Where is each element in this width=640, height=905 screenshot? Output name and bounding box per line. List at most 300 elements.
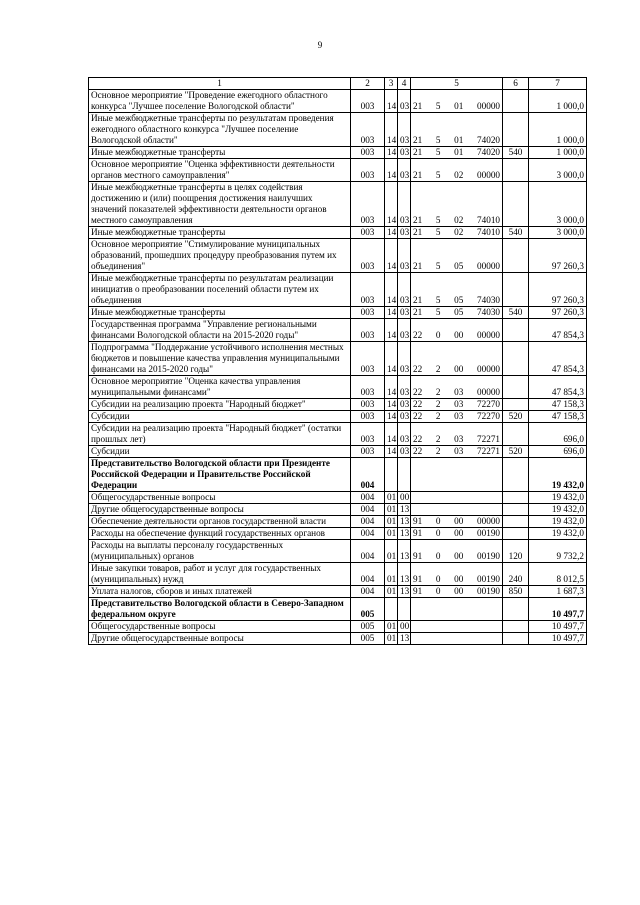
code-section: 14 bbox=[385, 239, 398, 273]
direction-code: 72271 bbox=[477, 434, 500, 444]
amount: 696,0 bbox=[529, 423, 587, 446]
row-name: Расходы на обеспечение функций государственных органов bbox=[89, 528, 351, 540]
code-section: 14 bbox=[385, 307, 398, 319]
code-ministry: 003 bbox=[351, 446, 385, 458]
row-name: Основное мероприятие "Оценка качества управления муниципальными финансами" bbox=[89, 376, 351, 399]
code-subsection: 00 bbox=[398, 621, 411, 633]
code-target-article bbox=[411, 540, 503, 563]
code-expense-type bbox=[503, 273, 529, 307]
code-subsection: 03 bbox=[398, 273, 411, 307]
activity-code: 03 bbox=[454, 446, 464, 456]
activity-code: 00 bbox=[454, 551, 464, 561]
code-subsection: 03 bbox=[398, 239, 411, 273]
activity-code: 00 bbox=[454, 586, 464, 596]
code-ministry: 003 bbox=[351, 113, 385, 147]
activity-code: 03 bbox=[454, 411, 464, 421]
amount: 19 432,0 bbox=[529, 516, 587, 528]
code-subsection: 03 bbox=[398, 159, 411, 182]
code-expense-type bbox=[503, 492, 529, 504]
program-code: 21 bbox=[413, 261, 423, 271]
amount: 19 432,0 bbox=[529, 528, 587, 540]
direction-code: 00000 bbox=[477, 261, 500, 271]
subprogram-code: 2 bbox=[435, 399, 441, 409]
program-code: 91 bbox=[413, 586, 423, 596]
code-target-article bbox=[411, 113, 503, 147]
amount: 10 497,7 bbox=[529, 621, 587, 633]
code-section: 14 bbox=[385, 411, 398, 423]
subprogram-code: 5 bbox=[435, 135, 441, 145]
code-target-article bbox=[411, 586, 503, 598]
code-ministry: 003 bbox=[351, 159, 385, 182]
code-expense-type bbox=[503, 90, 529, 113]
code-ministry: 004 bbox=[351, 458, 385, 492]
code-ministry: 003 bbox=[351, 227, 385, 239]
subprogram-code: 5 bbox=[435, 170, 441, 180]
subprogram-code: 5 bbox=[435, 307, 441, 317]
code-expense-type bbox=[503, 504, 529, 516]
row-name: Субсидии на реализацию проекта "Народный бюджет" (остатки прошлых лет) bbox=[89, 423, 351, 446]
code-section bbox=[385, 598, 398, 621]
code-target-article bbox=[411, 273, 503, 307]
code-ministry: 005 bbox=[351, 621, 385, 633]
subprogram-code: 5 bbox=[435, 227, 441, 237]
code-section: 01 bbox=[385, 504, 398, 516]
table-row bbox=[89, 540, 587, 563]
amount: 47 158,3 bbox=[529, 399, 587, 411]
activity-code: 03 bbox=[454, 434, 464, 444]
code-ministry: 005 bbox=[351, 598, 385, 621]
code-target-article bbox=[411, 423, 503, 446]
amount: 47 158,3 bbox=[529, 411, 587, 423]
table-row bbox=[89, 621, 587, 633]
code-subsection: 13 bbox=[398, 586, 411, 598]
amount: 9 732,2 bbox=[529, 540, 587, 563]
program-code: 22 bbox=[413, 364, 423, 374]
code-ministry: 004 bbox=[351, 586, 385, 598]
activity-code: 03 bbox=[454, 387, 464, 397]
program-code: 21 bbox=[413, 101, 423, 111]
code-section: 01 bbox=[385, 540, 398, 563]
table-row bbox=[89, 504, 587, 516]
subprogram-code: 5 bbox=[435, 295, 441, 305]
code-expense-type bbox=[503, 399, 529, 411]
direction-code: 00000 bbox=[477, 364, 500, 374]
table-row bbox=[89, 458, 587, 492]
table-row bbox=[89, 563, 587, 586]
direction-code: 72271 bbox=[477, 446, 500, 456]
table-row bbox=[89, 90, 587, 113]
table-row bbox=[89, 182, 587, 227]
direction-code: 74020 bbox=[477, 147, 500, 157]
code-expense-type bbox=[503, 159, 529, 182]
direction-code: 72270 bbox=[477, 411, 500, 421]
code-target-article bbox=[411, 411, 503, 423]
row-name: Основное мероприятие "Проведение ежегодного областного конкурса "Лучшее поселение Вологодской области" bbox=[89, 90, 351, 113]
code-ministry: 003 bbox=[351, 399, 385, 411]
header-cell: 3 bbox=[385, 78, 398, 90]
row-name: Другие общегосударственные вопросы bbox=[89, 504, 351, 516]
direction-code: 74030 bbox=[477, 307, 500, 317]
row-name: Субсидии на реализацию проекта "Народный бюджет" bbox=[89, 399, 351, 411]
table-row bbox=[89, 423, 587, 446]
program-code: 91 bbox=[413, 516, 423, 526]
code-target-article bbox=[411, 376, 503, 399]
row-name: Уплата налогов, сборов и иных платежей bbox=[89, 586, 351, 598]
code-subsection: 03 bbox=[398, 147, 411, 159]
code-target-article bbox=[411, 633, 503, 645]
code-subsection: 03 bbox=[398, 182, 411, 227]
amount: 10 497,7 bbox=[529, 633, 587, 645]
code-target-article bbox=[411, 319, 503, 342]
header-cell: 2 bbox=[351, 78, 385, 90]
program-code: 91 bbox=[413, 551, 423, 561]
activity-code: 00 bbox=[454, 574, 464, 584]
code-target-article bbox=[411, 159, 503, 182]
code-expense-type: 540 bbox=[503, 307, 529, 319]
program-code: 21 bbox=[413, 227, 423, 237]
code-section: 14 bbox=[385, 159, 398, 182]
table-row bbox=[89, 446, 587, 458]
code-ministry: 003 bbox=[351, 423, 385, 446]
code-expense-type bbox=[503, 342, 529, 376]
subprogram-code: 5 bbox=[435, 261, 441, 271]
activity-code: 00 bbox=[454, 330, 464, 340]
code-ministry: 003 bbox=[351, 239, 385, 273]
program-code: 22 bbox=[413, 411, 423, 421]
code-subsection: 03 bbox=[398, 376, 411, 399]
table-row bbox=[89, 273, 587, 307]
code-subsection: 13 bbox=[398, 504, 411, 516]
row-name: Общегосударственные вопросы bbox=[89, 621, 351, 633]
direction-code: 74010 bbox=[477, 227, 500, 237]
code-target-article bbox=[411, 147, 503, 159]
table-row bbox=[89, 516, 587, 528]
activity-code: 05 bbox=[454, 307, 464, 317]
subprogram-code: 2 bbox=[435, 364, 441, 374]
code-section: 14 bbox=[385, 182, 398, 227]
code-subsection: 13 bbox=[398, 563, 411, 586]
code-expense-type bbox=[503, 182, 529, 227]
budget-table bbox=[88, 77, 587, 645]
code-section: 14 bbox=[385, 319, 398, 342]
code-section: 14 bbox=[385, 376, 398, 399]
direction-code: 74010 bbox=[477, 215, 500, 225]
code-subsection: 03 bbox=[398, 423, 411, 446]
amount: 47 854,3 bbox=[529, 376, 587, 399]
amount: 97 260,3 bbox=[529, 307, 587, 319]
subprogram-code: 0 bbox=[435, 528, 441, 538]
code-section: 14 bbox=[385, 446, 398, 458]
code-section: 01 bbox=[385, 633, 398, 645]
code-subsection bbox=[398, 598, 411, 621]
code-subsection: 03 bbox=[398, 446, 411, 458]
row-name: Основное мероприятие "Стимулирование муниципальных образований, прошедших процедуру преобразования путем их объединения" bbox=[89, 239, 351, 273]
row-name: Субсидии bbox=[89, 411, 351, 423]
program-code: 22 bbox=[413, 330, 423, 340]
activity-code: 00 bbox=[454, 516, 464, 526]
code-section: 01 bbox=[385, 586, 398, 598]
code-ministry: 003 bbox=[351, 342, 385, 376]
code-ministry: 003 bbox=[351, 411, 385, 423]
table-row bbox=[89, 113, 587, 147]
direction-code: 00000 bbox=[477, 170, 500, 180]
code-expense-type bbox=[503, 113, 529, 147]
code-expense-type bbox=[503, 598, 529, 621]
row-name: Общегосударственные вопросы bbox=[89, 492, 351, 504]
header-cell: 5 bbox=[411, 78, 503, 90]
amount: 10 497,7 bbox=[529, 598, 587, 621]
program-code: 22 bbox=[413, 434, 423, 444]
code-expense-type bbox=[503, 458, 529, 492]
amount: 19 432,0 bbox=[529, 458, 587, 492]
table-row bbox=[89, 376, 587, 399]
row-name: Иные межбюджетные трансферты по результатам реализации инициатив о преобразовании поселений области путем их объединения bbox=[89, 273, 351, 307]
subprogram-code: 2 bbox=[435, 387, 441, 397]
row-name: Представительство Вологодской области при Президенте Российской Федерации и Правительстве Российской Федерации bbox=[89, 458, 351, 492]
direction-code: 00000 bbox=[477, 387, 500, 397]
table-row bbox=[89, 586, 587, 598]
code-ministry: 004 bbox=[351, 516, 385, 528]
code-ministry: 003 bbox=[351, 319, 385, 342]
amount: 19 432,0 bbox=[529, 504, 587, 516]
code-subsection: 13 bbox=[398, 540, 411, 563]
code-section: 14 bbox=[385, 90, 398, 113]
row-name: Государственная программа "Управление региональными финансами Вологодской области на 2015-2020 годы" bbox=[89, 319, 351, 342]
direction-code: 74030 bbox=[477, 295, 500, 305]
code-section: 14 bbox=[385, 342, 398, 376]
code-subsection: 00 bbox=[398, 492, 411, 504]
table-row bbox=[89, 227, 587, 239]
code-expense-type bbox=[503, 528, 529, 540]
header-cell: 1 bbox=[89, 78, 351, 90]
code-subsection: 13 bbox=[398, 516, 411, 528]
code-target-article bbox=[411, 182, 503, 227]
direction-code: 00000 bbox=[477, 330, 500, 340]
code-target-article bbox=[411, 516, 503, 528]
program-code: 22 bbox=[413, 446, 423, 456]
code-target-article bbox=[411, 342, 503, 376]
code-expense-type bbox=[503, 239, 529, 273]
row-name: Иные закупки товаров, работ и услуг для государственных (муниципальных) нужд bbox=[89, 563, 351, 586]
code-ministry: 003 bbox=[351, 90, 385, 113]
code-subsection: 03 bbox=[398, 342, 411, 376]
activity-code: 01 bbox=[454, 101, 464, 111]
code-subsection: 03 bbox=[398, 307, 411, 319]
row-name: Субсидии bbox=[89, 446, 351, 458]
subprogram-code: 5 bbox=[435, 147, 441, 157]
row-name: Расходы на выплаты персоналу государственных (муниципальных) органов bbox=[89, 540, 351, 563]
amount: 47 854,3 bbox=[529, 319, 587, 342]
subprogram-code: 0 bbox=[435, 330, 441, 340]
header-cell: 6 bbox=[503, 78, 529, 90]
code-ministry: 004 bbox=[351, 563, 385, 586]
code-expense-type: 540 bbox=[503, 227, 529, 239]
code-expense-type: 120 bbox=[503, 540, 529, 563]
code-section: 01 bbox=[385, 492, 398, 504]
table-row bbox=[89, 411, 587, 423]
subprogram-code: 5 bbox=[435, 101, 441, 111]
program-code: 21 bbox=[413, 295, 423, 305]
header-cell: 7 bbox=[529, 78, 587, 90]
row-name: Иные межбюджетные трансферты по результатам проведения ежегодного областного конкурса "Лучшее поселение Вологодской области" bbox=[89, 113, 351, 147]
code-subsection: 03 bbox=[398, 90, 411, 113]
direction-code: 00190 bbox=[477, 586, 500, 596]
table-row bbox=[89, 528, 587, 540]
amount: 1 000,0 bbox=[529, 90, 587, 113]
amount: 1 687,3 bbox=[529, 586, 587, 598]
program-code: 22 bbox=[413, 387, 423, 397]
code-subsection bbox=[398, 458, 411, 492]
row-name: Обеспечение деятельности органов государственной власти bbox=[89, 516, 351, 528]
code-ministry: 003 bbox=[351, 376, 385, 399]
page-number: 9 bbox=[317, 40, 323, 50]
table-row bbox=[89, 319, 587, 342]
code-expense-type: 540 bbox=[503, 147, 529, 159]
activity-code: 00 bbox=[454, 364, 464, 374]
code-subsection: 03 bbox=[398, 227, 411, 239]
code-subsection: 13 bbox=[398, 633, 411, 645]
amount: 8 012,5 bbox=[529, 563, 587, 586]
code-target-article bbox=[411, 446, 503, 458]
direction-code: 00190 bbox=[477, 528, 500, 538]
amount: 1 000,0 bbox=[529, 113, 587, 147]
code-target-article bbox=[411, 492, 503, 504]
code-section: 14 bbox=[385, 423, 398, 446]
table-body bbox=[89, 78, 587, 645]
program-code: 22 bbox=[413, 399, 423, 409]
code-ministry: 003 bbox=[351, 147, 385, 159]
code-expense-type bbox=[503, 633, 529, 645]
code-ministry: 003 bbox=[351, 273, 385, 307]
table-row bbox=[89, 399, 587, 411]
amount: 3 000,0 bbox=[529, 159, 587, 182]
amount: 97 260,3 bbox=[529, 273, 587, 307]
program-code: 91 bbox=[413, 574, 423, 584]
program-code: 21 bbox=[413, 307, 423, 317]
direction-code: 00190 bbox=[477, 574, 500, 584]
code-target-article bbox=[411, 239, 503, 273]
code-ministry: 003 bbox=[351, 182, 385, 227]
table-row bbox=[89, 147, 587, 159]
code-target-article bbox=[411, 458, 503, 492]
code-subsection: 03 bbox=[398, 113, 411, 147]
header-row bbox=[89, 78, 587, 90]
program-code: 21 bbox=[413, 215, 423, 225]
activity-code: 00 bbox=[454, 528, 464, 538]
code-section: 01 bbox=[385, 528, 398, 540]
activity-code: 02 bbox=[454, 215, 464, 225]
code-target-article bbox=[411, 307, 503, 319]
code-section: 14 bbox=[385, 399, 398, 411]
table-row bbox=[89, 633, 587, 645]
code-target-article bbox=[411, 598, 503, 621]
code-expense-type bbox=[503, 621, 529, 633]
direction-code: 74020 bbox=[477, 135, 500, 145]
code-ministry: 005 bbox=[351, 633, 385, 645]
code-section: 14 bbox=[385, 113, 398, 147]
code-section: 01 bbox=[385, 621, 398, 633]
header-cell: 4 bbox=[398, 78, 411, 90]
code-subsection: 13 bbox=[398, 528, 411, 540]
code-target-article bbox=[411, 528, 503, 540]
table-row bbox=[89, 492, 587, 504]
subprogram-code: 0 bbox=[435, 551, 441, 561]
subprogram-code: 0 bbox=[435, 574, 441, 584]
code-section bbox=[385, 458, 398, 492]
code-target-article bbox=[411, 399, 503, 411]
amount: 3 000,0 bbox=[529, 182, 587, 227]
subprogram-code: 2 bbox=[435, 434, 441, 444]
row-name: Иные межбюджетные трансферты bbox=[89, 147, 351, 159]
code-expense-type bbox=[503, 376, 529, 399]
code-section: 01 bbox=[385, 563, 398, 586]
subprogram-code: 0 bbox=[435, 516, 441, 526]
program-code: 21 bbox=[413, 135, 423, 145]
amount: 1 000,0 bbox=[529, 147, 587, 159]
table-row bbox=[89, 307, 587, 319]
code-section: 14 bbox=[385, 227, 398, 239]
subprogram-code: 5 bbox=[435, 215, 441, 225]
code-section: 14 bbox=[385, 147, 398, 159]
code-subsection: 03 bbox=[398, 411, 411, 423]
code-section: 01 bbox=[385, 516, 398, 528]
code-expense-type bbox=[503, 423, 529, 446]
row-name: Другие общегосударственные вопросы bbox=[89, 633, 351, 645]
row-name: Представительство Вологодской области в Северо-Западном федеральном округе bbox=[89, 598, 351, 621]
activity-code: 02 bbox=[454, 170, 464, 180]
row-name: Иные межбюджетные трансферты bbox=[89, 227, 351, 239]
code-section: 14 bbox=[385, 273, 398, 307]
row-name: Иные межбюджетные трансферты в целях содействия достижению и (или) поощрения достижения наилучших значений показателей эффективности деятельности органов местного самоуправления bbox=[89, 182, 351, 227]
amount: 696,0 bbox=[529, 446, 587, 458]
program-code: 91 bbox=[413, 528, 423, 538]
code-expense-type bbox=[503, 319, 529, 342]
table-row bbox=[89, 239, 587, 273]
code-target-article bbox=[411, 227, 503, 239]
activity-code: 02 bbox=[454, 227, 464, 237]
table-row bbox=[89, 159, 587, 182]
subprogram-code: 0 bbox=[435, 586, 441, 596]
direction-code: 00000 bbox=[477, 516, 500, 526]
code-ministry: 004 bbox=[351, 528, 385, 540]
direction-code: 72270 bbox=[477, 399, 500, 409]
table-row bbox=[89, 598, 587, 621]
code-expense-type: 850 bbox=[503, 586, 529, 598]
code-subsection: 03 bbox=[398, 399, 411, 411]
row-name: Основное мероприятие "Оценка эффективности деятельности органов местного самоуправления" bbox=[89, 159, 351, 182]
code-target-article bbox=[411, 621, 503, 633]
amount: 19 432,0 bbox=[529, 492, 587, 504]
activity-code: 05 bbox=[454, 295, 464, 305]
code-ministry: 004 bbox=[351, 492, 385, 504]
activity-code: 03 bbox=[454, 399, 464, 409]
row-name: Иные межбюджетные трансферты bbox=[89, 307, 351, 319]
direction-code: 00000 bbox=[477, 101, 500, 111]
code-ministry: 004 bbox=[351, 504, 385, 516]
code-expense-type: 520 bbox=[503, 411, 529, 423]
code-subsection: 03 bbox=[398, 319, 411, 342]
code-ministry: 003 bbox=[351, 307, 385, 319]
amount: 47 854,3 bbox=[529, 342, 587, 376]
subprogram-code: 2 bbox=[435, 446, 441, 456]
program-code: 21 bbox=[413, 147, 423, 157]
subprogram-code: 2 bbox=[435, 411, 441, 421]
code-expense-type: 240 bbox=[503, 563, 529, 586]
activity-code: 01 bbox=[454, 147, 464, 157]
activity-code: 01 bbox=[454, 135, 464, 145]
amount: 3 000,0 bbox=[529, 227, 587, 239]
code-expense-type bbox=[503, 516, 529, 528]
